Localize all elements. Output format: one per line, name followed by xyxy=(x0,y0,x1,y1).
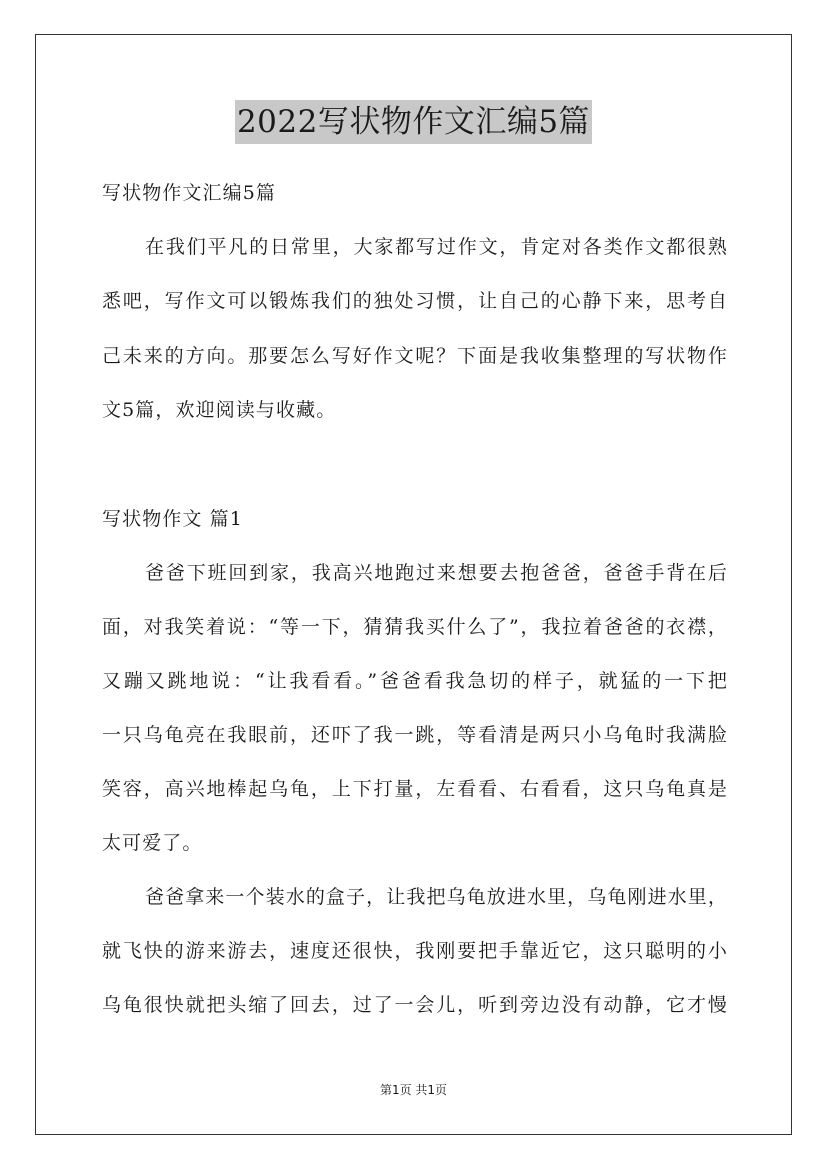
document-subtitle: 写状物作文汇编5篇 xyxy=(102,182,276,204)
document-title: 2022写状物作文汇编5篇 xyxy=(235,100,592,144)
paragraph-line: 又蹦又跳地说：“让我看看。”爸爸看我急切的样子，就猛的一下把 xyxy=(102,670,728,692)
paragraph-line: 爸爸拿来一个装水的盒子，让我把乌龟放进水里，乌龟刚进水里， xyxy=(145,886,728,908)
paragraph-line: 太可爱了。 xyxy=(102,832,203,854)
paragraph-line: 就飞快的游来游去，速度还很快，我刚要把手靠近它，这只聪明的小 xyxy=(102,940,728,962)
intro-line: 己未来的方向。那要怎么写好作文呢？下面是我收集整理的写状物作 xyxy=(102,345,728,367)
paragraph-line: 爸爸下班回到家，我高兴地跑过来想要去抱爸爸，爸爸手背在后 xyxy=(145,562,728,584)
paragraph-line: 乌龟很快就把头缩了回去，过了一会儿，听到旁边没有动静，它才慢 xyxy=(102,994,728,1016)
intro-line: 文5篇，欢迎阅读与收藏。 xyxy=(102,399,337,421)
title-container xyxy=(0,100,827,144)
paragraph-line: 面，对我笑着说：“等一下，猜猜我买什么了”，我拉着爸爸的衣襟， xyxy=(102,616,728,638)
intro-line: 悉吧，写作文可以锻炼我们的独处习惯，让自己的心静下来，思考自 xyxy=(102,290,728,312)
paragraph-line: 笑容，高兴地棒起乌龟，上下打量，左看看、右看看，这只乌龟真是 xyxy=(102,778,728,800)
page-footer: 第1页 共1页 xyxy=(379,1083,448,1097)
paragraph-line: 一只乌龟亮在我眼前，还吓了我一跳，等看清是两只小乌龟时我满脸 xyxy=(102,724,728,746)
section-heading: 写状物作文 篇1 xyxy=(102,508,243,530)
intro-line: 在我们平凡的日常里，大家都写过作文，肯定对各类作文都很熟 xyxy=(145,236,728,258)
